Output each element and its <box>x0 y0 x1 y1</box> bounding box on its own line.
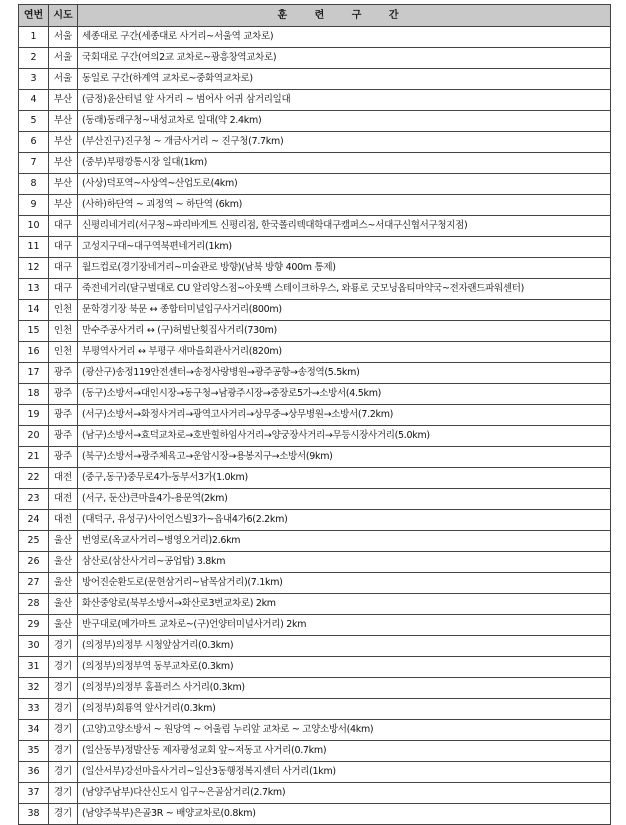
row-no: 8 <box>19 174 49 195</box>
row-section: 방어진순환도로(문현삼거리~남목삼거리)(7.1km) <box>78 573 611 594</box>
table-row <box>19 573 611 594</box>
table-row <box>19 678 611 699</box>
row-no: 15 <box>19 321 49 342</box>
row-no: 7 <box>19 153 49 174</box>
row-city: 경기 <box>49 657 78 678</box>
table-row <box>19 195 611 216</box>
row-no: 37 <box>19 783 49 804</box>
row-section: (사하)하단역 ~ 괴정역 ~ 하단역 (6km) <box>78 195 611 216</box>
row-section: 번영로(옥교사거리~병영오거리)2.6km <box>78 531 611 552</box>
table-row <box>19 636 611 657</box>
row-no: 18 <box>19 384 49 405</box>
header-section: 훈 련 구 간 <box>78 5 611 27</box>
table-row <box>19 342 611 363</box>
row-section: (남구)소방서→효덕교차로→호반힐하임사거리→양궁장사거리→무등시장사거리(5.0km) <box>78 426 611 447</box>
row-section: 죽전네거리(달구벌대로 CU 알리앙스점~아웃백 스테이크하우스, 와룡로 굿모닝옵티마약국~전자랜드파워센터) <box>78 279 611 300</box>
row-city: 부산 <box>49 132 78 153</box>
table-row <box>19 657 611 678</box>
row-section: 반구대로(메가마트 교차로~(구)언양터미널사거리) 2km <box>78 615 611 636</box>
row-section: 동일로 구간(하계역 교차로~중화역교차로) <box>78 69 611 90</box>
row-no: 5 <box>19 111 49 132</box>
row-section: (대덕구, 유성구)사이언스빌3가~읍내4가6(2.2km) <box>78 510 611 531</box>
row-no: 11 <box>19 237 49 258</box>
table-row <box>19 615 611 636</box>
table-row <box>19 69 611 90</box>
table-row <box>19 216 611 237</box>
table-row <box>19 363 611 384</box>
row-no: 30 <box>19 636 49 657</box>
row-city: 울산 <box>49 531 78 552</box>
row-section: 고성지구대~대구역북편네거리(1km) <box>78 237 611 258</box>
row-city: 대전 <box>49 489 78 510</box>
row-section: (서구, 둔산)큰마을4가-용문역(2km) <box>78 489 611 510</box>
row-no: 26 <box>19 552 49 573</box>
row-section: (남양주북부)은골3R ~ 배양교차로(0.8km) <box>78 804 611 825</box>
row-section: (의정부)의정부 시청앞삼거리(0.3km) <box>78 636 611 657</box>
table-row <box>19 300 611 321</box>
row-no: 34 <box>19 720 49 741</box>
table-row <box>19 552 611 573</box>
table-row <box>19 699 611 720</box>
table-row <box>19 405 611 426</box>
row-section: (일산동부)정발산동 제자광성교회 앞~저동고 사거리(0.7km) <box>78 741 611 762</box>
row-no: 17 <box>19 363 49 384</box>
header-row <box>19 5 611 27</box>
row-no: 28 <box>19 594 49 615</box>
row-city: 대전 <box>49 468 78 489</box>
row-city: 서울 <box>49 69 78 90</box>
row-no: 33 <box>19 699 49 720</box>
row-city: 부산 <box>49 195 78 216</box>
row-no: 2 <box>19 48 49 69</box>
row-city: 부산 <box>49 111 78 132</box>
row-no: 10 <box>19 216 49 237</box>
row-city: 광주 <box>49 405 78 426</box>
row-section: 신평리네거리(서구청~파리바게트 신평리점, 한국폴리텍대학대구캠퍼스~서대구신협서구청지점) <box>78 216 611 237</box>
row-no: 22 <box>19 468 49 489</box>
row-no: 21 <box>19 447 49 468</box>
table-row <box>19 447 611 468</box>
row-section: (남양주남부)다산신도시 입구~은골삼거리(2.7km) <box>78 783 611 804</box>
table-row <box>19 741 611 762</box>
row-section: 월드컵로(경기장네거리~미술관로 방향)(남북 방향 400m 통제) <box>78 258 611 279</box>
row-section: 문학경기장 북문 ↔ 종합터미널입구사거리(800m) <box>78 300 611 321</box>
row-city: 부산 <box>49 153 78 174</box>
row-no: 3 <box>19 69 49 90</box>
row-no: 12 <box>19 258 49 279</box>
row-no: 27 <box>19 573 49 594</box>
table-row <box>19 720 611 741</box>
row-section: (금정)윤산터널 앞 사거리 ~ 범어사 어귀 삼거리일대 <box>78 90 611 111</box>
table-row <box>19 153 611 174</box>
table-row <box>19 804 611 825</box>
row-no: 4 <box>19 90 49 111</box>
table-row <box>19 468 611 489</box>
row-section: (광산구)송정119안전센터→송정사랑병원→광주공항→송정역(5.5km) <box>78 363 611 384</box>
row-section: (중부)부평깡통시장 일대(1km) <box>78 153 611 174</box>
row-section: 만수주공사거리 ↔ (구)허벌난횟집사거리(730m) <box>78 321 611 342</box>
row-no: 1 <box>19 27 49 48</box>
row-city: 경기 <box>49 741 78 762</box>
row-section: (고양)고양소방서 ~ 원당역 ~ 어울림 누리앞 교차로 ~ 고양소방서(4km) <box>78 720 611 741</box>
row-city: 대구 <box>49 216 78 237</box>
row-city: 서울 <box>49 27 78 48</box>
row-city: 인천 <box>49 321 78 342</box>
row-city: 경기 <box>49 636 78 657</box>
row-no: 35 <box>19 741 49 762</box>
table-row <box>19 510 611 531</box>
training-section-table-wrapper <box>18 4 610 825</box>
row-section: 세종대로 구간(세종대로 사거리~서울역 교차로) <box>78 27 611 48</box>
row-city: 부산 <box>49 174 78 195</box>
row-no: 25 <box>19 531 49 552</box>
row-no: 19 <box>19 405 49 426</box>
row-section: (부산진구)진구청 ~ 개금사거리 ~ 진구청(7.7km) <box>78 132 611 153</box>
table-row <box>19 279 611 300</box>
row-city: 광주 <box>49 363 78 384</box>
row-section: (서구)소방서→화정사거리→광역고사거리→상무중→상무병원→소방서(7.2km) <box>78 405 611 426</box>
row-no: 13 <box>19 279 49 300</box>
row-section: 삼산로(삼산사거리~공업탑) 3.8km <box>78 552 611 573</box>
row-city: 경기 <box>49 783 78 804</box>
row-city: 인천 <box>49 300 78 321</box>
row-section: 국회대로 구간(여의2교 교차로~광흥창역교차로) <box>78 48 611 69</box>
row-city: 광주 <box>49 447 78 468</box>
header-no: 연번 <box>19 5 49 27</box>
table-header <box>19 5 611 27</box>
row-city: 울산 <box>49 615 78 636</box>
table-row <box>19 237 611 258</box>
table-row <box>19 132 611 153</box>
table-row <box>19 48 611 69</box>
row-section: (의정부)회룡역 앞사거리(0.3km) <box>78 699 611 720</box>
header-city: 시도 <box>49 5 78 27</box>
row-city: 경기 <box>49 720 78 741</box>
row-section: (일산서부)강선마을사거리~일산3동행정복지센터 사거리(1km) <box>78 762 611 783</box>
row-city: 대구 <box>49 279 78 300</box>
row-section: (동구)소방서→대인시장→동구청→남광주시장→중장로5가→소방서(4.5km) <box>78 384 611 405</box>
row-section: (의정부)의정부 홈플러스 사거리(0.3km) <box>78 678 611 699</box>
row-city: 대구 <box>49 258 78 279</box>
row-no: 31 <box>19 657 49 678</box>
table-row <box>19 762 611 783</box>
table-row <box>19 426 611 447</box>
table-row <box>19 783 611 804</box>
row-city: 대구 <box>49 237 78 258</box>
row-section: 부평역사거리 ↔ 부평구 새마을회관사거리(820m) <box>78 342 611 363</box>
table-row <box>19 174 611 195</box>
row-no: 32 <box>19 678 49 699</box>
row-city: 경기 <box>49 699 78 720</box>
row-no: 24 <box>19 510 49 531</box>
row-no: 9 <box>19 195 49 216</box>
row-section: (북구)소방서→광주체육고→운암시장→용봉지구→소방서(9km) <box>78 447 611 468</box>
row-city: 경기 <box>49 678 78 699</box>
row-city: 경기 <box>49 804 78 825</box>
row-no: 23 <box>19 489 49 510</box>
table-row <box>19 90 611 111</box>
row-city: 대전 <box>49 510 78 531</box>
table-row <box>19 531 611 552</box>
row-city: 인천 <box>49 342 78 363</box>
row-no: 6 <box>19 132 49 153</box>
row-city: 울산 <box>49 594 78 615</box>
row-section: (의정부)의정부역 동부교차로(0.3km) <box>78 657 611 678</box>
row-city: 서울 <box>49 48 78 69</box>
row-city: 광주 <box>49 426 78 447</box>
row-no: 36 <box>19 762 49 783</box>
row-city: 울산 <box>49 573 78 594</box>
row-section: 화산중앙로(북부소방서→화산로3번교차로) 2km <box>78 594 611 615</box>
row-no: 16 <box>19 342 49 363</box>
table-row <box>19 594 611 615</box>
row-city: 광주 <box>49 384 78 405</box>
row-section: (중구,동구)중무로4가-동부서3가(1.0km) <box>78 468 611 489</box>
table-row <box>19 321 611 342</box>
training-section-table <box>18 4 611 825</box>
row-city: 부산 <box>49 90 78 111</box>
table-row <box>19 27 611 48</box>
table-row <box>19 258 611 279</box>
table-body <box>19 27 611 825</box>
row-city: 울산 <box>49 552 78 573</box>
row-city: 경기 <box>49 762 78 783</box>
row-no: 20 <box>19 426 49 447</box>
row-section: (동래)동래구청~내성교차로 일대(약 2.4km) <box>78 111 611 132</box>
row-no: 38 <box>19 804 49 825</box>
table-row <box>19 384 611 405</box>
row-no: 29 <box>19 615 49 636</box>
row-section: (사상)덕포역~사상역~산업도로(4km) <box>78 174 611 195</box>
row-no: 14 <box>19 300 49 321</box>
table-row <box>19 111 611 132</box>
table-row <box>19 489 611 510</box>
